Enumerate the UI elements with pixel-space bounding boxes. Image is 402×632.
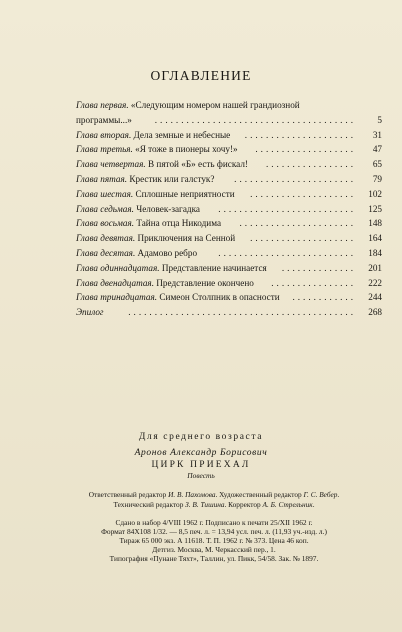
- toc-entry: [76, 157, 382, 172]
- leader-dots: ...........................................: [128, 307, 356, 318]
- author-name: Аронов Александр Борисович: [134, 448, 268, 458]
- page-number: 222: [368, 277, 382, 288]
- chapter-title: В пятой «Б» есть фискал!: [147, 159, 248, 170]
- leader-dots: ..........................: [218, 247, 356, 258]
- leader-dots: ......................: [239, 218, 356, 229]
- chapter-title: Представление окончено: [156, 277, 254, 288]
- chapter-label: Глава четвертая.: [76, 159, 146, 170]
- leader-dots: ....................: [250, 233, 356, 244]
- toc-entry: [76, 98, 382, 113]
- toc-entry: [76, 231, 382, 246]
- chapter-label: Глава девятая.: [76, 233, 136, 244]
- chapter-label: Глава первая.: [76, 100, 129, 110]
- page-number: 65: [372, 159, 382, 170]
- chapter-label: Глава третья.: [76, 144, 133, 155]
- publication-line: Сдано в набор 4/VIII 1962 г. Подписано к печати 25/XII 1962 г.: [115, 518, 313, 527]
- chapter-title: Человек-загадка: [136, 203, 200, 214]
- credit-person: А. Б. Стрельник: [262, 499, 313, 509]
- page-number: 268: [368, 307, 382, 318]
- chapter-label: Глава восьмая.: [76, 218, 135, 229]
- toc-entry: [76, 290, 382, 305]
- chapter-title: «Следующим номером нашей грандиозной: [130, 100, 300, 110]
- page-number: 47: [372, 144, 382, 155]
- page-number: 244: [368, 292, 382, 303]
- leader-dots: .......................: [234, 173, 356, 184]
- leader-dots: ..............: [281, 262, 356, 273]
- leader-dots: ................: [271, 277, 356, 288]
- chapter-label: Глава шестая.: [76, 188, 134, 199]
- credit-person: Г. С. Вебер: [303, 490, 338, 499]
- chapter-title: Сплошные неприятности: [135, 188, 235, 199]
- page-number: 102: [368, 188, 382, 199]
- publication-line: Детгиз. Москва, М. Черкасский пер., 1.: [152, 545, 276, 554]
- book-title: ЦИРК ПРИЕХАЛ: [151, 460, 251, 470]
- toc-entry: [76, 246, 382, 261]
- toc-entry: [76, 216, 382, 231]
- leader-dots: ....................: [250, 188, 356, 199]
- chapter-title: Адамово ребро: [137, 247, 198, 258]
- chapter-title: Симеон Столпник в опасности: [159, 292, 280, 303]
- chapter-title: Приключения на Сенной: [137, 233, 236, 244]
- chapter-title: программы...»: [76, 114, 132, 125]
- credit-role: .: [312, 499, 315, 509]
- leader-dots: ............: [292, 292, 356, 303]
- imprint-header: [0, 432, 402, 480]
- toc-entry: [76, 142, 382, 157]
- publication-details: [44, 518, 384, 563]
- age-group: Для среднего возраста: [138, 432, 264, 442]
- chapter-label: Глава тринадцатая.: [76, 292, 158, 303]
- publication-line: Типография «Пунане Тяхт», Таллин, ул. Пикк, 54/58. Зак. № 1897.: [109, 554, 319, 563]
- toc-entry: [76, 172, 382, 187]
- page-number: 5: [377, 114, 382, 125]
- page-number: 125: [368, 203, 382, 214]
- toc-title: ОГЛАВЛЕНИЕ: [150, 68, 252, 83]
- toc-entry: [76, 202, 382, 217]
- toc-entry: [76, 261, 382, 276]
- toc-entry: [76, 113, 382, 128]
- credit-role: Технический редактор: [113, 499, 186, 509]
- leader-dots: ...................: [255, 144, 356, 155]
- toc-entry: [76, 276, 382, 291]
- leader-dots: .................: [265, 159, 356, 170]
- chapter-label: Глава вторая.: [76, 129, 132, 140]
- chapter-title: Дела земные и небесные: [133, 129, 231, 140]
- leader-dots: .....................: [244, 129, 356, 140]
- chapter-title: Тайна отца Никодима: [136, 218, 222, 229]
- credit-role: .: [337, 490, 340, 499]
- toc-entry: [76, 128, 382, 143]
- credit-role: . Художественный редактор: [215, 490, 304, 499]
- leader-dots: ..........................: [218, 203, 356, 214]
- chapter-label: Глава десятая.: [76, 247, 136, 258]
- credit-person: И. В. Пахомова: [168, 490, 216, 499]
- credit-role: Ответственный редактор: [88, 490, 169, 499]
- toc-entry: [76, 187, 382, 202]
- page-number: 201: [368, 262, 382, 273]
- credit-role: . Корректор: [224, 499, 263, 509]
- chapter-label: Эпилог: [76, 307, 104, 318]
- chapter-label: Глава пятая.: [76, 173, 128, 184]
- page-number: 184: [368, 247, 382, 258]
- chapter-label: Глава одиннадцатая.: [76, 262, 160, 273]
- publication-line: Формат 84X108 1/32. — 8,5 печ. л. = 13,94 усл. печ. л. (11,93 уч.-изд. л.): [101, 527, 327, 536]
- chapter-label: Глава двенадцатая.: [76, 277, 154, 288]
- page-number: 31: [372, 129, 382, 140]
- page-number: 164: [368, 233, 382, 244]
- chapter-title: Представление начинается: [161, 262, 267, 273]
- toc-entry: [76, 305, 382, 320]
- page-number: 148: [368, 218, 382, 229]
- credit-line: [44, 500, 384, 510]
- table-of-contents: [76, 98, 382, 320]
- editorial-credits: [44, 490, 384, 509]
- page-number: 79: [372, 173, 382, 184]
- chapter-label: Глава седьмая.: [76, 203, 134, 214]
- leader-dots: ......................................: [154, 114, 356, 125]
- book-genre: Повесть: [187, 471, 215, 480]
- chapter-title: «Я тоже в пионеры хочу!»: [135, 144, 238, 155]
- publication-line: Тираж 65 000 экз. А 11618. Т. П. 1962 г. № 373. Цена 46 коп.: [119, 536, 309, 545]
- credit-line: [44, 490, 384, 500]
- chapter-title: Крестик или галстук?: [129, 173, 215, 184]
- credit-person: З. В. Тишина: [185, 499, 225, 509]
